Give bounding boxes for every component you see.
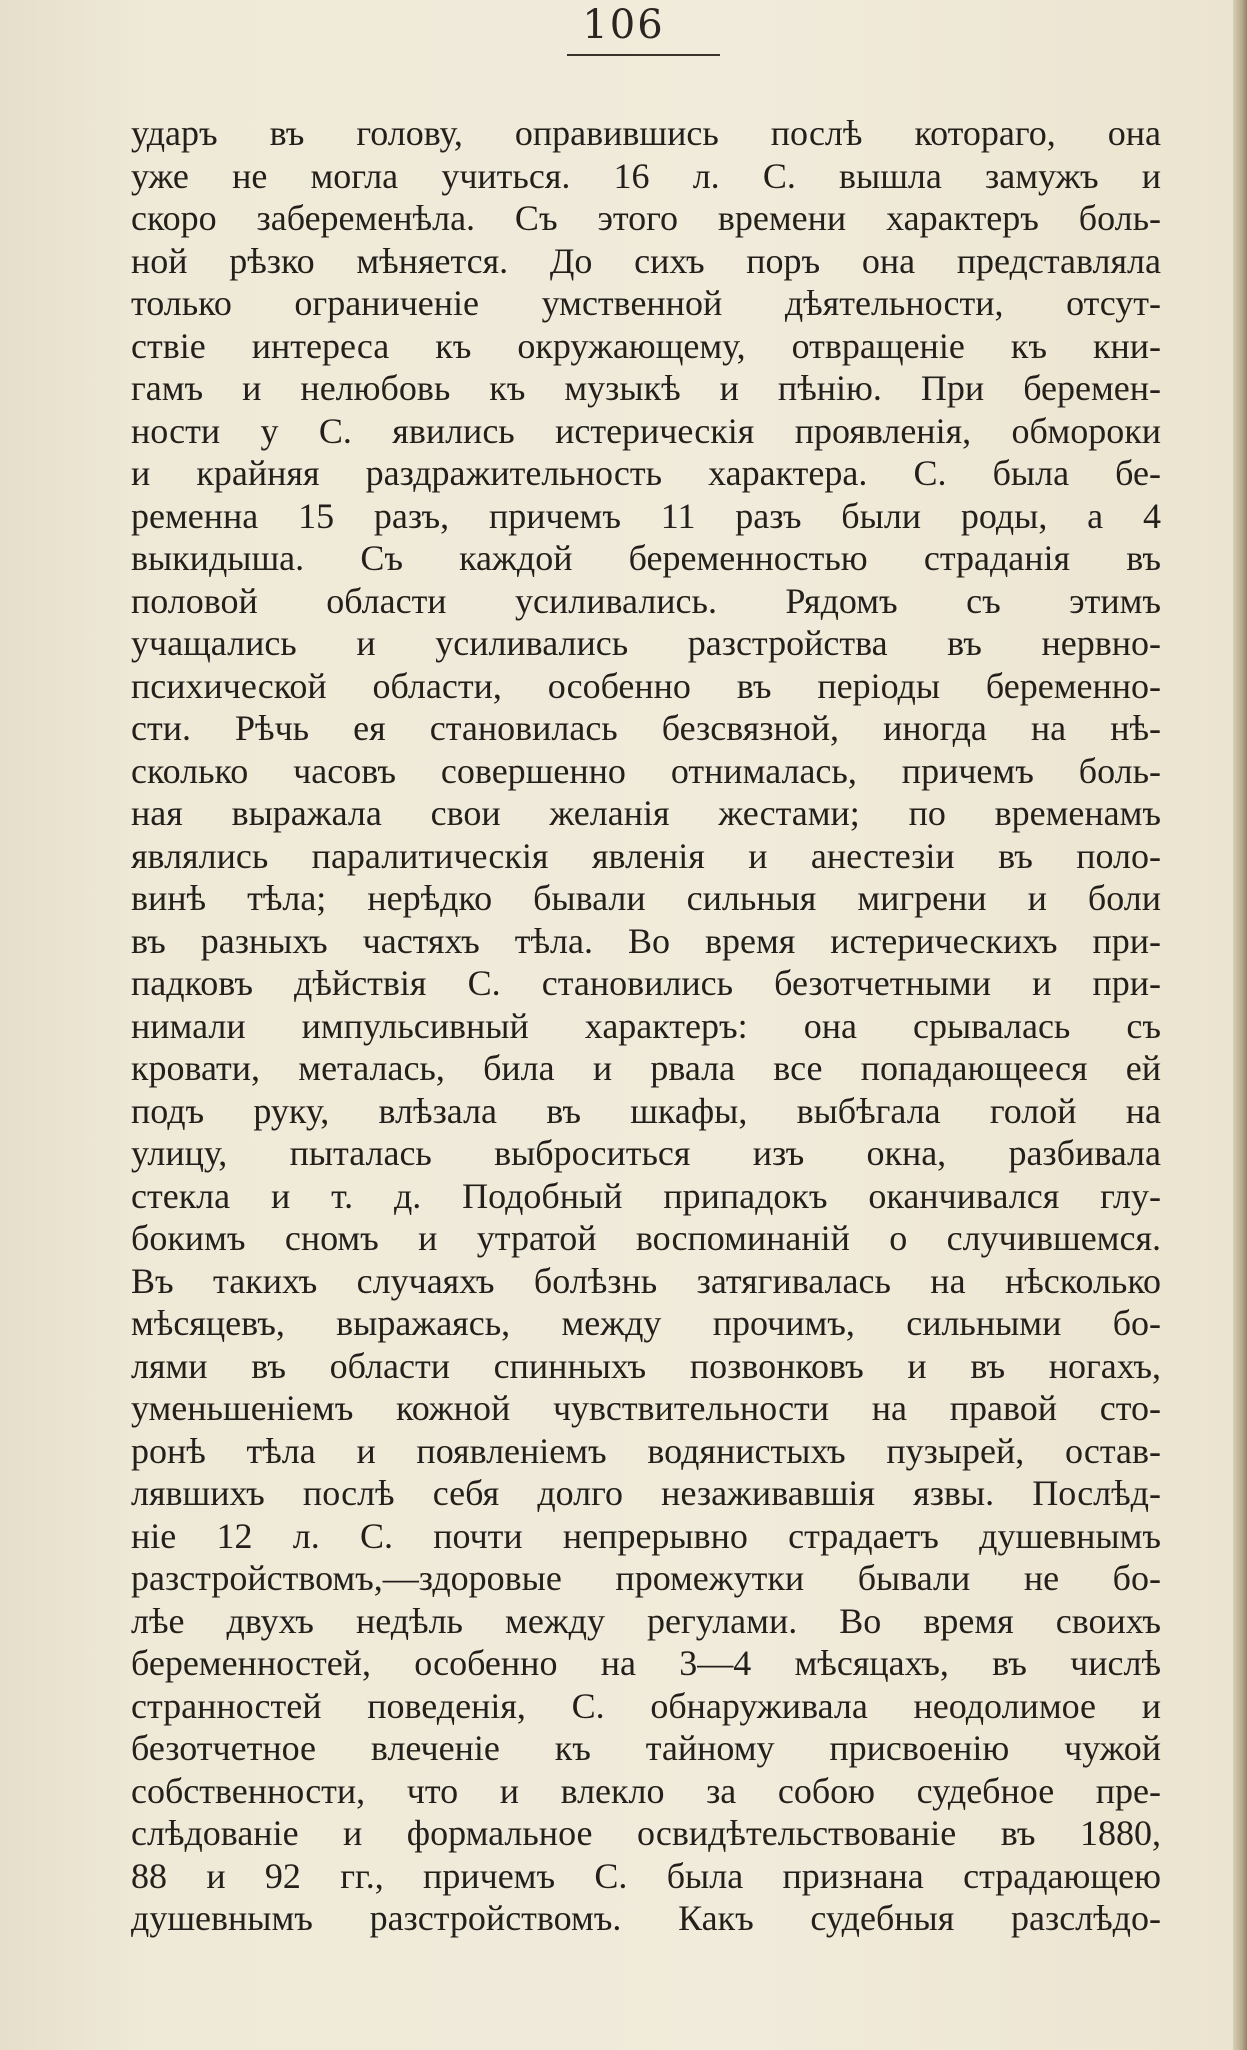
text-line: и крайняя раздражительность характера. С. была бе-	[131, 453, 1161, 493]
text-line: учащались и усиливались разстройства въ нервно-	[131, 623, 1161, 663]
header-rule	[567, 54, 720, 56]
text-line: странностей поведенія, С. обнаруживала неодолимое и	[131, 1685, 1161, 1726]
text-line: безотчетное влеченіе къ тайному присвоенію чужой	[131, 1728, 1161, 1768]
text-line: винѣ тѣла; нерѣдко бывали сильныя мигрени и боли	[131, 878, 1161, 918]
text-line: 88 и 92 гг., причемъ С. была признана страдающею	[131, 1855, 1161, 1896]
text-line: мѣсяцевъ, выражаясь, между прочимъ, сильными бо-	[131, 1303, 1161, 1343]
body-text	[131, 112, 1161, 1940]
text-line: улицу, пыталась выброситься изъ окна, разбивала	[131, 1133, 1161, 1173]
text-line: разстройствомъ,—здоровые промежутки бывали не бо-	[131, 1558, 1161, 1598]
text-line: стекла и т. д. Подобный припадокъ оканчивался глу-	[131, 1175, 1161, 1216]
text-line: слѣдованіе и формальное освидѣтельствованіе въ 1880,	[131, 1813, 1161, 1853]
text-line: лѣе двухъ недѣль между регулами. Во время своихъ	[131, 1600, 1161, 1641]
text-line: ная выражала свои желанія жестами; по временамъ	[131, 793, 1161, 833]
text-line: душевнымъ разстройствомъ. Какъ судебныя разслѣдо-	[131, 1898, 1161, 1938]
text-line: кровати, металась, била и рвала все попадающееся ей	[131, 1048, 1161, 1088]
text-line: нимали импульсивный характеръ: она срывалась съ	[131, 1005, 1161, 1046]
text-line: лявшихъ послѣ себя долго незаживавшія язвы. Послѣд-	[131, 1473, 1161, 1513]
text-line: ударъ въ голову, оправившись послѣ котораго, она	[131, 113, 1161, 153]
text-line: ной рѣзко мѣняется. До сихъ поръ она представляла	[131, 240, 1161, 281]
text-line: сколько часовъ совершенно отнималась, причемъ боль-	[131, 750, 1161, 791]
text-line: бокимъ сномъ и утратой воспоминаній о случившемся.	[131, 1218, 1161, 1258]
text-line: ніе 12 л. С. почти непрерывно страдаетъ душевнымъ	[131, 1515, 1161, 1556]
text-line: уменьшеніемъ кожной чувствительности на правой сто-	[131, 1388, 1161, 1428]
text-line: уже не могла учиться. 16 л. С. вышла замужъ и	[131, 155, 1161, 196]
text-line: ствіе интереса къ окружающему, отвращеніе къ кни-	[131, 325, 1161, 366]
text-line: ности у С. явились истерическія проявленія, обмороки	[131, 410, 1161, 451]
text-line: сти. Рѣчь ея становилась безсвязной, иногда на нѣ-	[131, 708, 1161, 748]
text-line: только ограниченіе умственной дѣятельности, отсут-	[131, 283, 1161, 323]
text-line: психической области, особенно въ періоды беременно-	[131, 665, 1161, 706]
text-line: падковъ дѣйствія С. становились безотчетными и при-	[131, 963, 1161, 1003]
text-line: лями въ области спинныхъ позвонковъ и въ ногахъ,	[131, 1345, 1161, 1386]
text-line: Въ такихъ случаяхъ болѣзнь затягивалась на нѣсколько	[131, 1260, 1161, 1301]
text-line: подъ руку, влѣзала въ шкафы, выбѣгала голой на	[131, 1090, 1161, 1131]
text-line: ронѣ тѣла и появленіемъ водянистыхъ пузырей, остав-	[131, 1430, 1161, 1471]
page-edge	[1233, 0, 1247, 2050]
text-line: являлись паралитическія явленія и анестезіи въ поло-	[131, 835, 1161, 876]
text-line: скоро забеременѣла. Съ этого времени характеръ боль-	[131, 198, 1161, 238]
text-line: выкидыша. Съ каждой беременностью страданія въ	[131, 538, 1161, 578]
text-line: половой области усиливались. Рядомъ съ этимъ	[131, 580, 1161, 621]
text-line: беременностей, особенно на 3—4 мѣсяцахъ, въ числѣ	[131, 1643, 1161, 1683]
text-line: въ разныхъ частяхъ тѣла. Во время истерическихъ при-	[131, 920, 1161, 961]
text-line: собственности, что и влекло за собою судебное пре-	[131, 1770, 1161, 1811]
text-line: ременна 15 разъ, причемъ 11 разъ были роды, а 4	[131, 495, 1161, 536]
page-number: 106	[582, 2, 665, 48]
text-line: гамъ и нелюбовь къ музыкѣ и пѣнію. При беремен-	[131, 368, 1161, 408]
